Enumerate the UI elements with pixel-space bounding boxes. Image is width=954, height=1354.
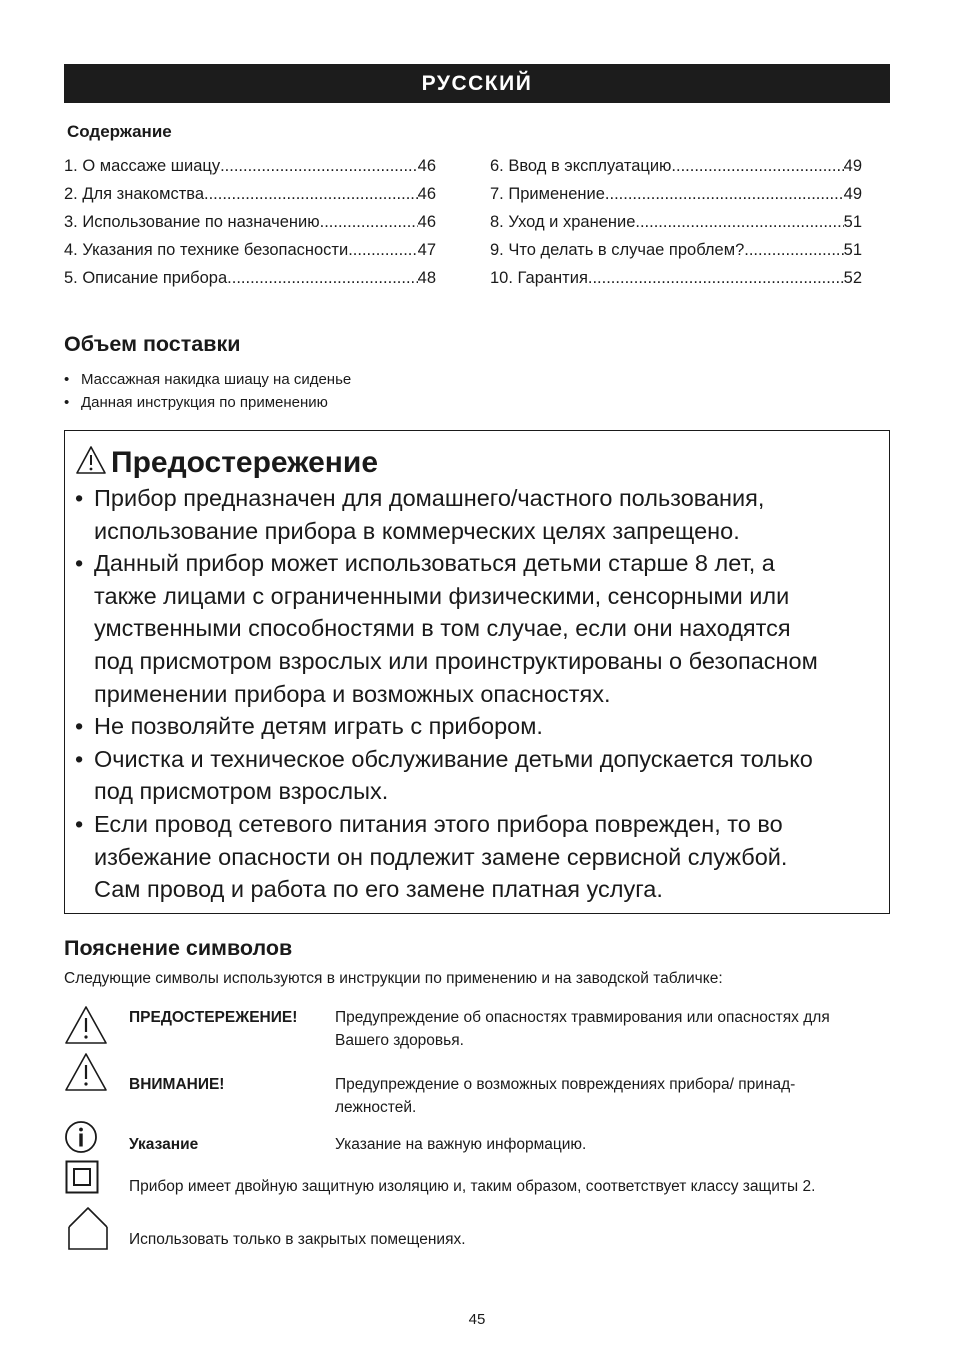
- toc-entry-label: 5. Описание прибора: [64, 269, 228, 287]
- toc-entry: [64, 157, 436, 185]
- language-header: РУССКИЙ: [64, 64, 890, 103]
- bullet: •: [75, 485, 84, 511]
- toc-entry-label: 6. Ввод в эксплуатацию: [490, 157, 672, 175]
- toc-leader: [320, 213, 418, 232]
- toc-entry-label: 2. Для знакомства: [64, 185, 205, 203]
- toc-entry: [490, 213, 862, 241]
- symbol-description: [335, 1074, 895, 1119]
- toc-leader: [605, 185, 844, 204]
- warning-item: [75, 547, 875, 710]
- delivery-heading: Объем поставки: [64, 332, 241, 356]
- list-item: [64, 368, 351, 391]
- double-insulation-icon: [65, 1160, 99, 1199]
- toc-column-left: [64, 157, 436, 297]
- toc-entry-label: 9. Что делать в случае проблем?: [490, 241, 745, 259]
- symbol-row-caution: [64, 1052, 890, 1116]
- symbol-row-indoor: [64, 1205, 890, 1251]
- toc-leader: [635, 213, 843, 232]
- list-item: [64, 391, 351, 414]
- toc-entry-label: 7. Применение: [490, 185, 605, 203]
- toc-entry-page: 46: [417, 157, 436, 175]
- bullet: •: [64, 371, 70, 388]
- symbol-description-line: Вашего здоровья.: [335, 1031, 464, 1049]
- toc-entry: [64, 269, 436, 297]
- symbol-row-class2: [64, 1160, 890, 1200]
- warning-triangle-icon: [75, 445, 107, 480]
- warning-item-line: умственными способностями в том случае, если они находятся: [94, 615, 791, 642]
- toc-entry: [490, 185, 862, 213]
- toc-leader: [227, 269, 417, 288]
- warning-box: [64, 430, 890, 914]
- symbol-description: [335, 1007, 895, 1052]
- toc-entry-label: 4. Указания по технике безопасности: [64, 241, 349, 259]
- toc-entry-page: 46: [417, 213, 436, 231]
- symbols-heading: Пояснение символов: [64, 936, 293, 960]
- toc-entry-label: 1. О массаже шиацу: [64, 157, 221, 175]
- bullet: •: [75, 810, 84, 837]
- caution-triangle-icon: [64, 1052, 108, 1097]
- toc-entry-page: 51: [843, 213, 862, 231]
- toc-leader: [220, 157, 418, 176]
- toc-entry-page: 52: [843, 269, 862, 287]
- toc-entry: [490, 269, 862, 297]
- info-icon: [64, 1120, 98, 1159]
- symbol-text: Прибор имеет двойную защитную изоляцию и, таким образом, соответствует классу защиты 2.: [129, 1178, 816, 1195]
- bullet: •: [64, 394, 70, 411]
- toc-leader: [348, 241, 417, 260]
- toc-entry-page: 48: [417, 269, 436, 287]
- warning-item-line: использование прибора в коммерческих целях запрещено.: [94, 517, 740, 544]
- warning-item: [75, 743, 875, 808]
- warning-title: Предостережение: [111, 445, 379, 479]
- toc-column-right: [490, 157, 862, 297]
- delivery-list: [64, 368, 351, 414]
- toc-entry-label: 8. Уход и хранение: [490, 213, 636, 231]
- toc-entry-page: 51: [843, 241, 862, 259]
- symbol-label: Указание: [129, 1136, 199, 1153]
- symbol-label: ПРЕДОСТЕРЕЖЕНИЕ!: [129, 1009, 298, 1026]
- symbol-description-line: Предупреждение об опасностях травмирования или опасностях для: [335, 1009, 830, 1026]
- toc-leader: [204, 185, 418, 204]
- warning-item-line: Данный прибор может использоваться детьми старше 8 лет, а: [94, 550, 775, 577]
- toc-title: Содержание: [67, 122, 172, 141]
- warning-item: [75, 482, 875, 547]
- toc-entry: [64, 213, 436, 241]
- warning-item-line: также лицами с ограниченными физическими, сенсорными или: [94, 582, 790, 609]
- toc-entry: [64, 241, 436, 269]
- symbol-description-line: Указание на важную информацию.: [335, 1136, 587, 1153]
- bullet: •: [75, 745, 84, 772]
- warning-item: [75, 808, 875, 906]
- toc-leader: [744, 241, 843, 260]
- list-item-text: Массажная накидка шиацу на сиденье: [81, 371, 352, 388]
- warning-item-line: под присмотром взрослых.: [94, 778, 389, 805]
- toc-entry: [490, 241, 862, 269]
- symbol-text: Использовать только в закрытых помещениях.: [129, 1231, 466, 1248]
- warning-item-line: Очистка и техническое обслуживание детьми допускается только: [94, 745, 813, 772]
- warning-item-line: Сам провод и работа по его замене платная услуга.: [94, 876, 663, 903]
- symbols-intro: Следующие символы используются в инструкции по применению и на заводской табличке:: [64, 970, 723, 987]
- toc-entry-page: 49: [843, 185, 862, 203]
- warning-item-line: Не позволяйте детям играть с прибором.: [94, 713, 543, 740]
- warning-item-line: применении прибора и возможных опасностях.: [94, 680, 611, 707]
- warning-item-line: избежание опасности он подлежит замене сервисной службой.: [94, 843, 788, 870]
- indoor-use-house-icon: [66, 1205, 110, 1256]
- toc-entry-label: 10. Гарантия: [490, 269, 588, 287]
- toc-leader: [588, 269, 844, 288]
- warning-triangle-icon: [64, 1005, 108, 1050]
- warning-item-line: Прибор предназначен для домашнего/частного пользования,: [94, 485, 765, 511]
- warning-list: [75, 482, 875, 906]
- toc-leader: [671, 157, 843, 176]
- symbol-label: ВНИМАНИЕ!: [129, 1076, 225, 1093]
- symbol-description-line: Предупреждение о возможных повреждениях прибора/ принад-: [335, 1076, 796, 1093]
- toc-entry: [64, 185, 436, 213]
- symbol-description: [335, 1134, 895, 1157]
- symbol-description-line: лежностей.: [335, 1098, 417, 1116]
- warning-item-line: Если провод сетевого питания этого прибора поврежден, то во: [94, 810, 783, 837]
- toc-entry: [490, 157, 862, 185]
- warning-item-line: под присмотром взрослых или проинструктированы о безопасном: [94, 647, 818, 674]
- page-number: 45: [468, 1311, 486, 1328]
- bullet: •: [75, 713, 84, 740]
- toc-entry-page: 49: [843, 157, 862, 175]
- toc-entry-page: 46: [417, 185, 436, 203]
- bullet: •: [75, 550, 84, 577]
- toc-entry-page: 47: [417, 241, 436, 259]
- warning-item: [75, 710, 875, 743]
- warning-header: [75, 445, 378, 480]
- symbol-row-note: [64, 1120, 890, 1156]
- toc-entry-label: 3. Использование по назначению: [64, 213, 320, 231]
- list-item-text: Данная инструкция по применению: [81, 394, 328, 411]
